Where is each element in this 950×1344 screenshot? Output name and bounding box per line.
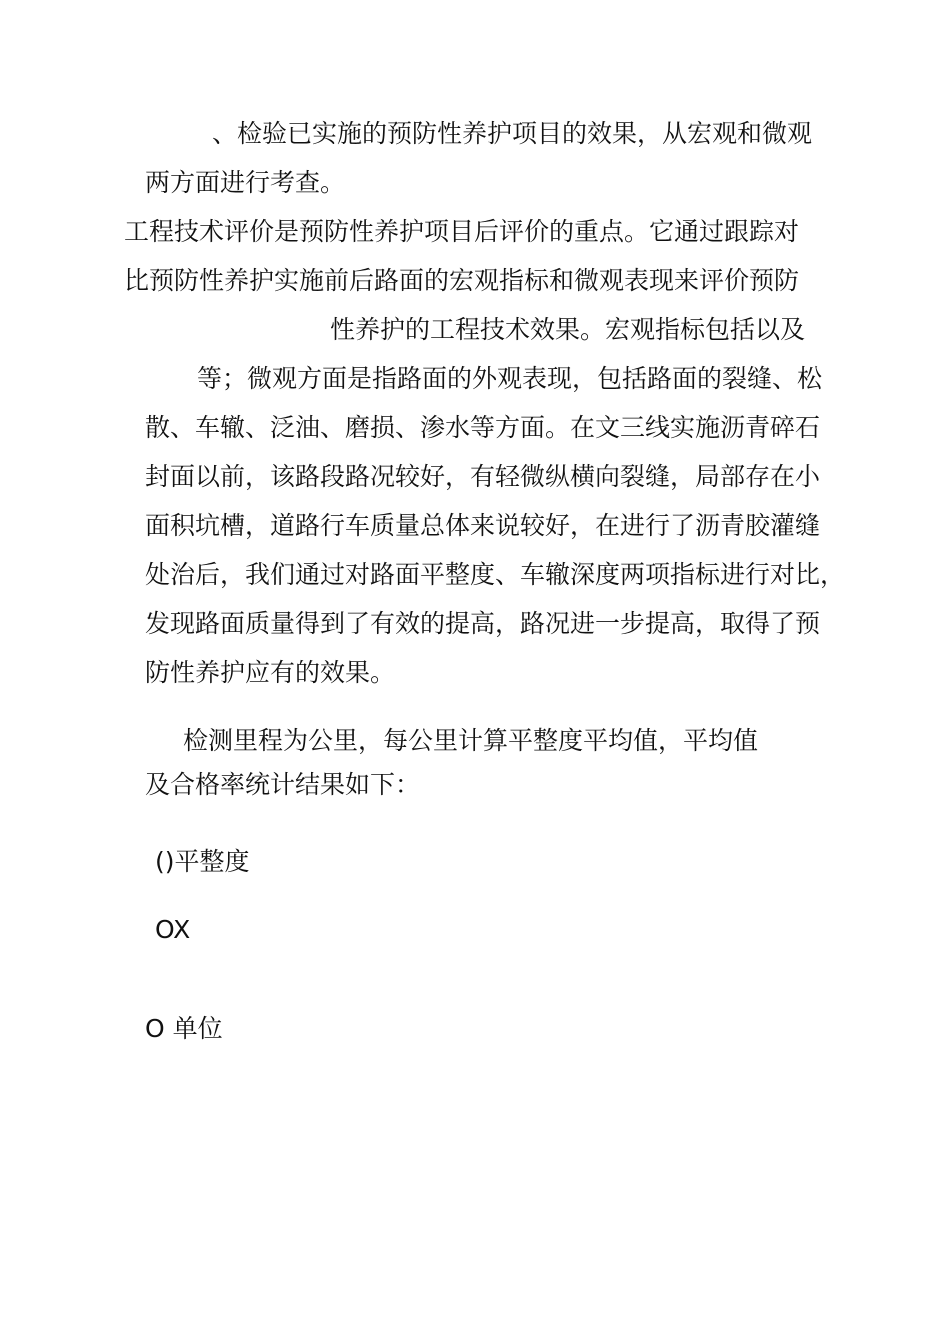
p2-line7: 面积坑槽，道路行车质量总体来说较好，在进行了沥青胶灌缝 [145,511,821,540]
p2-line3: 性养护的工程技术效果。宏观指标包括以及 [330,315,806,344]
p2-line4: 等；微观方面是指路面的外观表现，包括路面的裂缝、松 [197,364,823,393]
p2-line6: 封面以前，该路段路况较好，有轻微纵横向裂缝，局部存在小 [145,462,821,491]
p3-line2: 及合格率统计结果如下： [145,770,421,799]
p2-line5: 散、车辙、泛油、磨损、渗水等方面。在文三线实施沥青碎石 [145,413,821,442]
p2-line10: 防性养护应有的效果。 [145,658,396,687]
p2-line9: 发现路面质量得到了有效的提高，路况进一步提高，取得了预 [145,609,821,638]
p2-line1: 工程技术评价是预防性养护项目后评价的重点。它通过跟踪对 [124,217,800,246]
unit-label: O 单位 [145,1014,223,1043]
p1-line1: 、检验已实施的预防性养护项目的效果，从宏观和微观 [212,119,813,148]
heading-flatness: ()平整度 [155,847,250,876]
ox-label: OX [155,915,191,944]
p2-line2: 比预防性养护实施前后路面的宏观指标和微观表现来评价预防 [124,266,800,295]
p1-line2: 两方面进行考查。 [145,168,346,197]
p3-line1: 检测里程为公里，每公里计算平整度平均值，平均值 [183,726,759,755]
p2-line8: 处治后，我们通过对路面平整度、车辙深度两项指标进行对比， [145,560,846,589]
